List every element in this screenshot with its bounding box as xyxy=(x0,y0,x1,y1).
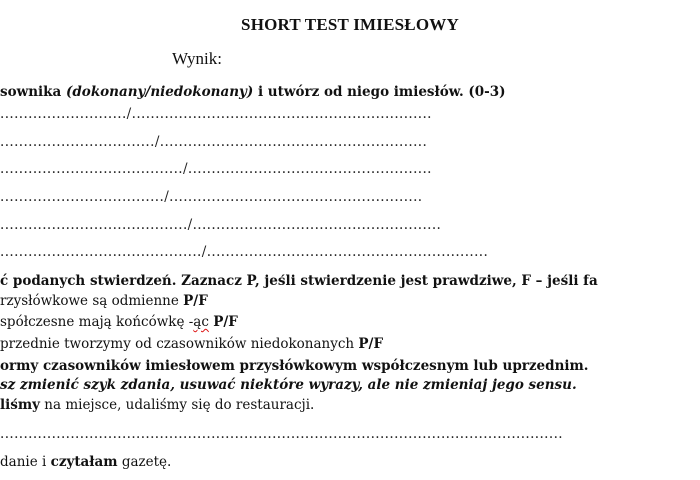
answer-blank-left[interactable]: ................................. xyxy=(0,134,155,150)
task1-suffix: i utwórz od niego imiesłów. (0-3) xyxy=(253,84,506,100)
answer-blank-right[interactable]: ................................................................ xyxy=(131,106,432,122)
answer-blank-left[interactable]: ........................... xyxy=(0,106,127,122)
answer-blank-right[interactable]: ......................................................... xyxy=(159,134,428,150)
statement-text: spółczesne mają końcówkę - xyxy=(0,314,194,330)
sentence-item xyxy=(0,453,171,471)
answer-row[interactable] xyxy=(0,188,422,206)
test-title: SHORT TEST IMIESŁOWY xyxy=(241,15,459,34)
task3-note: sz zmienić szyk zdania, usuwać niektóre wyrazy, ale nie zmieniaj jego sensu. xyxy=(0,377,577,393)
true-false-choice[interactable]: P/F xyxy=(358,336,384,352)
answer-row[interactable] xyxy=(0,160,432,178)
task2-instruction: ć podanych stwierdzeń. Zaznacz P, jeśli stwierdzenie jest prawdziwe, F – jeśli fa xyxy=(0,273,598,289)
answer-separator: / xyxy=(201,244,207,260)
answer-separator: / xyxy=(164,189,170,205)
statement-item xyxy=(0,335,383,353)
answer-row[interactable] xyxy=(0,216,441,234)
answer-row[interactable] xyxy=(0,243,488,261)
answer-separator: / xyxy=(126,106,132,122)
statement-text: przednie tworzymy od czasowników niedokonanych xyxy=(0,336,359,352)
true-false-choice[interactable]: P/F xyxy=(213,314,238,330)
answer-blank-right[interactable]: ............................................................ xyxy=(206,244,489,260)
answer-row[interactable] xyxy=(0,133,427,151)
answer-separator: / xyxy=(182,161,188,177)
statement-item xyxy=(0,292,208,310)
answer-blank-left[interactable]: ........................................... xyxy=(0,244,202,260)
task1-instruction xyxy=(0,83,506,101)
spellcheck-flagged-word: ąc xyxy=(193,314,209,330)
example-sentence xyxy=(0,396,314,414)
statement-item xyxy=(0,313,238,331)
task1-prefix: sownika xyxy=(0,84,66,100)
sentence-bold-word: czytałam xyxy=(50,454,118,470)
example-bold-word: liśmy xyxy=(0,397,40,413)
sentence-start: danie i xyxy=(0,454,51,470)
answer-blank-left[interactable]: ........................................ xyxy=(0,217,188,233)
example-rest: na miejsce, udaliśmy się do restauracji. xyxy=(40,397,315,413)
sentence-end: gazetę. xyxy=(117,454,172,470)
answer-blank-right[interactable]: .................................................... xyxy=(187,161,432,177)
task1-italic: (dokonany/niedokonany) xyxy=(65,84,254,100)
answer-blank-right[interactable]: ...................................................... xyxy=(169,189,423,205)
answer-blank-left[interactable]: ................................... xyxy=(0,189,165,205)
task3-instruction: ormy czasowników imiesłowem przysłówkowym współczesnym lub uprzednim. xyxy=(0,358,589,374)
score-label: Wynik: xyxy=(172,49,222,68)
answer-blank-right[interactable]: ..................................................... xyxy=(192,217,442,233)
true-false-choice[interactable]: P/F xyxy=(183,293,208,309)
answer-separator: / xyxy=(187,217,193,233)
answer-separator: / xyxy=(154,134,160,150)
example-answer-line[interactable]: ........................................................................................................................ xyxy=(0,426,563,442)
statement-text: rzysłówkowe są odmienne xyxy=(0,293,184,309)
answer-row[interactable] xyxy=(0,105,432,123)
answer-blank-left[interactable]: ....................................... xyxy=(0,161,183,177)
